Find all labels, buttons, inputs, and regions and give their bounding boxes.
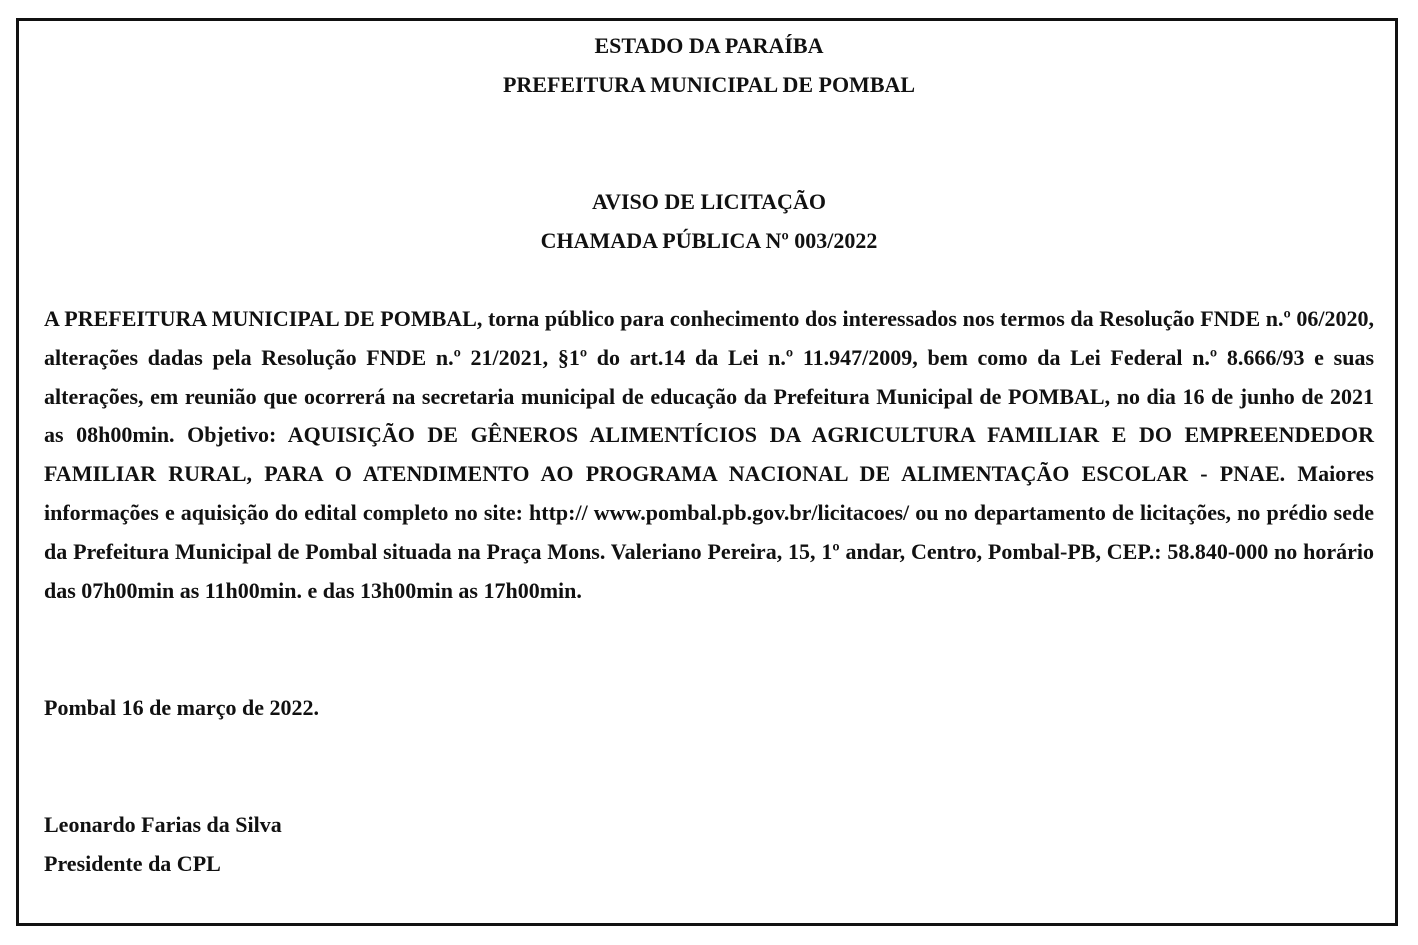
notice-title: AVISO DE LICITAÇÃO xyxy=(592,189,826,214)
notice-subtitle: CHAMADA PÚBLICA Nº 003/2022 xyxy=(540,228,878,253)
state-heading: ESTADO DA PARAÍBA xyxy=(594,33,824,58)
notice-body: A PREFEITURA MUNICIPAL DE POMBAL, torna público para conhecimento dos interessados nos termos da Resolução FNDE n.º 06/2020, alterações dadas pela Resolução FNDE n.º 21/2021, §1º do art.14 da Lei n.º 11.947/2009, bem como da Lei Federal n.º 8.666/93 e suas alterações, em reunião que ocorrerá na secretaria municipal de educação da Prefeitura Municipal de POMBAL, no dia 16 de junho de 2021 as 08h00min. Objetivo: AQUISIÇÃO DE GÊNEROS ALIMENTÍCIOS DA AGRICULTURA FAMILIAR E DO EMPREENDEDOR FAMILIAR RURAL, PARA O ATENDIMENTO AO PROGRAMA NACIONAL DE ALIMENTAÇÃO ESCOLAR - PNAE. Maiores informações e aquisição do edital completo no site: http:// www.pombal.pb.gov.br/licitacoes/ ou no departamento de licitações, no prédio sede da Prefeitura Municipal de Pombal situada na Praça Mons. Valeriano Pereira, 15, 1º andar, Centro, Pombal-PB, CEP.: 58.840-000 no horário das 07h00min as 11h00min. e das 13h00min as 17h00min. xyxy=(44,306,1374,603)
date-line: Pombal 16 de março de 2022. xyxy=(44,695,319,720)
signatory-role: Presidente da CPL xyxy=(44,851,221,876)
signatory-name: Leonardo Farias da Silva xyxy=(44,812,282,837)
municipality-heading: PREFEITURA MUNICIPAL DE POMBAL xyxy=(502,72,916,97)
